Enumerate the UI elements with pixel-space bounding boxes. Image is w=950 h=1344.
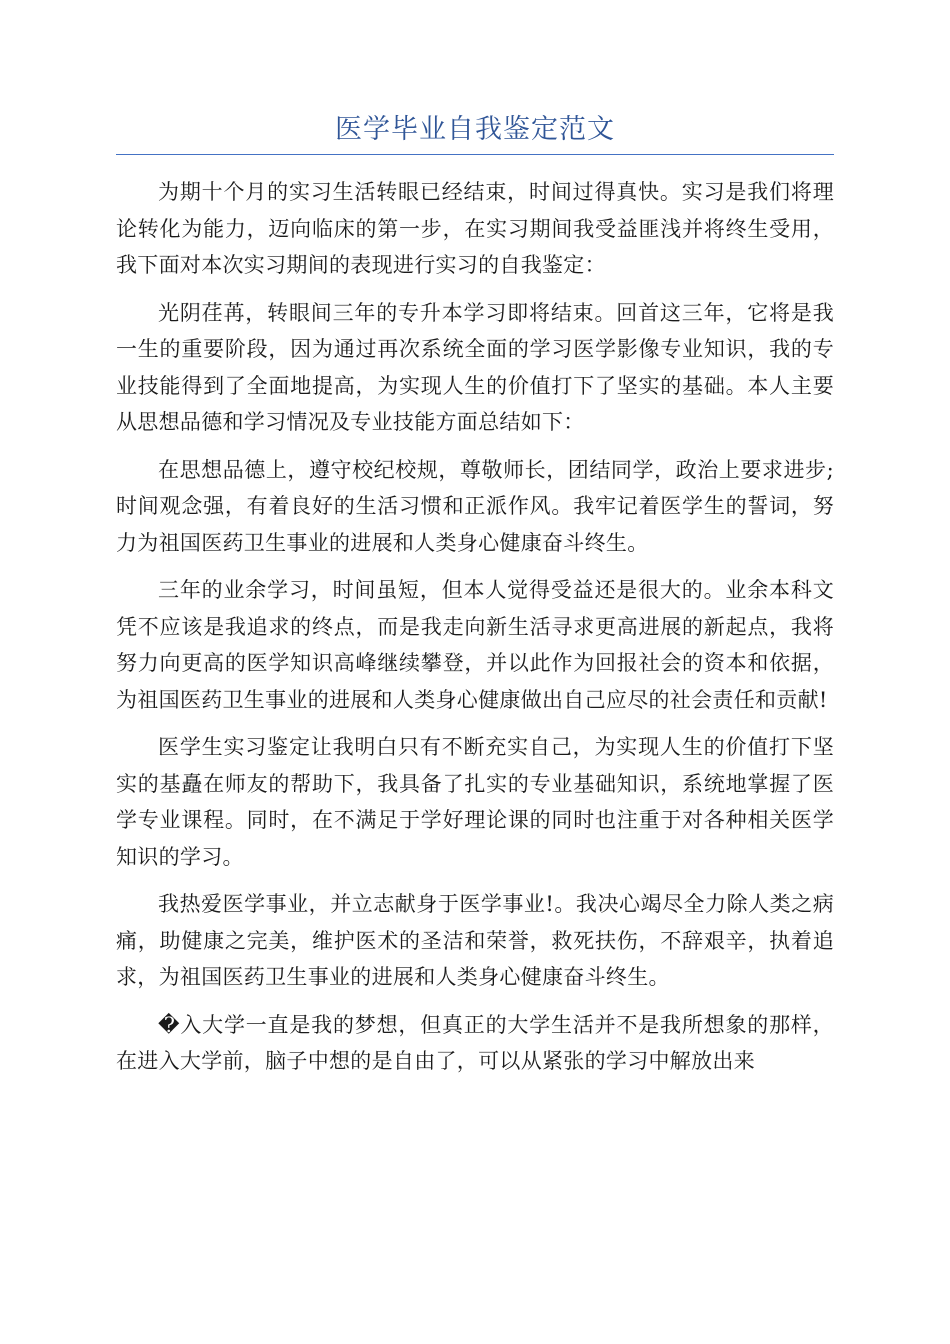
paragraph: 三年的业余学习，时间虽短，但本人觉得受益还是很大的。业余本科文凭不应该是我追求的终点，而是我走向新生活寻求更高进展的新起点，我将努力向更高的医学知识高峰继续攀登，并以此作为回报社会的资本和依据，为祖国医药卫生事业的进展和人类身心健康做出自己应尽的社会责任和贡献! (116, 578, 834, 712)
paragraph: 光阴荏苒，转眼间三年的专升本学习即将结束。回首这三年，它将是我一生的重要阶段，因为通过再次系统全面的学习医学影像专业知识，我的专业技能得到了全面地提高，为实现人生的价值打下了坚实的基础。本人主要从思想品德和学习情况及专业技能方面总结如下： (116, 300, 834, 434)
paragraph: 在思想品德上，遵守校纪校规，尊敬师长，团结同学，政治上要求进步;时间观念强，有着良好的生活习惯和正派作风。我牢记着医学生的誓词，努力为祖国医药卫生事业的进展和人类身心健康奋斗终生。 (116, 457, 834, 555)
paragraph: 医学生实习鉴定让我明白只有不断充实自己，为实现人生的价值打下坚实的基矗在师友的帮助下，我具备了扎实的专业基础知识，系统地掌握了医学专业课程。同时，在不满足于学好理论课的同时也注重于对各种相关医学知识的学习。 (116, 735, 834, 869)
paragraph: 我热爱医学事业，并立志献身于医学事业!。我决心竭尽全力除人类之病痛，助健康之完美，维护医术的圣洁和荣誉，救死扶伤，不辞艰辛，执着追求，为祖国医药卫生事业的进展和人类身心健康奋斗终生。 (116, 892, 834, 989)
title-underline (116, 154, 834, 155)
document-body (116, 174, 834, 1091)
document-title: 医学毕业自我鉴定范文 (335, 114, 615, 145)
paragraph: 为期十个月的实习生活转眼已经结束，时间过得真快。实习是我们将理论转化为能力，迈向临床的第一步，在实习期间我受益匪浅并将终生受用，我下面对本次实习期间的表现进行实习的自我鉴定： (116, 180, 834, 277)
paragraph: �入大学一直是我的梦想，但真正的大学生活并不是我所想象的那样，在进入大学前，脑子中想的是自由了，可以从紧张的学习中解放出来 (116, 1012, 834, 1073)
